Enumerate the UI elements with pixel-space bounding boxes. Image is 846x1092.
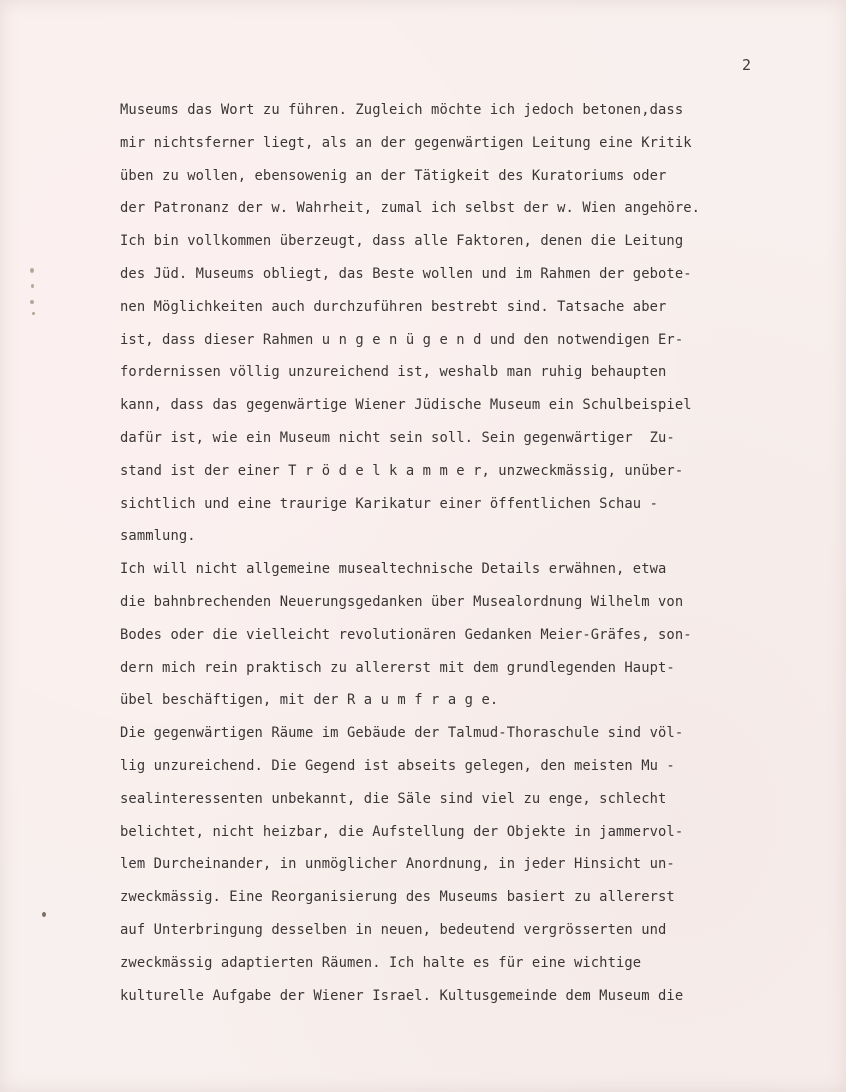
text-line: Ich will nicht allgemeine musealtechnische Details erwähnen, etwa (120, 561, 667, 578)
paper-stain (31, 284, 34, 288)
paper-stain (32, 312, 35, 315)
text-line: ist, dass dieser Rahmen u n g e n ü g e n d und den notwendigen Er- (120, 331, 684, 348)
page-number: 2 (742, 56, 752, 74)
text-line: des Jüd. Museums obliegt, das Beste wollen und im Rahmen der gebote- (120, 265, 692, 282)
text-line: auf Unterbringung desselben in neuen, bedeutend vergrösserten und (120, 921, 667, 938)
text-line: Museums das Wort zu führen. Zugleich möchte ich jedoch betonen,dass (120, 102, 684, 118)
typewritten-text (120, 94, 820, 1012)
text-line: Bodes oder die vielleicht revolutionären Gedanken Meier-Gräfes, son- (120, 626, 692, 643)
text-line: üben zu wollen, ebensowenig an der Tätigkeit des Kuratoriums oder (120, 167, 667, 184)
text-line: sichtlich und eine traurige Karikatur einer öffentlichen Schau - (120, 495, 659, 512)
paper-stain (30, 268, 34, 273)
text-line: lem Durcheinander, in unmöglicher Anordnung, in jeder Hinsicht un- (120, 856, 675, 873)
paper-stain (30, 300, 34, 304)
text-line: kulturelle Aufgabe der Wiener Israel. Kultusgemeinde dem Museum die (120, 987, 684, 1004)
text-line: der Patronanz der w. Wahrheit, zumal ich selbst der w. Wien angehöre. (120, 200, 701, 217)
text-line: dafür ist, wie ein Museum nicht sein soll. Sein gegenwärtiger Zu- (120, 429, 675, 446)
text-line: stand ist der einer T r ö d e l k a m m e r, unzweckmässig, unüber- (120, 462, 684, 479)
text-line: Ich bin vollkommen überzeugt, dass alle Faktoren, denen die Leitung (120, 233, 684, 250)
text-line: fordernissen völlig unzureichend ist, weshalb man ruhig behaupten (120, 364, 667, 381)
text-line: dern mich rein praktisch zu allererst mit dem grundlegenden Haupt- (120, 659, 675, 676)
text-line: sammlung. (120, 528, 196, 545)
text-line: Die gegenwärtigen Räume im Gebäude der Talmud-Thoraschule sind völ- (120, 725, 684, 742)
paper-stain (42, 912, 46, 917)
text-line: übel beschäftigen, mit der R a u m f r a g e. (120, 692, 499, 709)
text-line: lig unzureichend. Die Gegend ist abseits gelegen, den meisten Mu - (120, 757, 675, 774)
text-line: belichtet, nicht heizbar, die Aufstellung der Objekte in jammervol- (120, 823, 684, 840)
text-line: mir nichtsferner liegt, als an der gegenwärtigen Leitung eine Kritik (120, 134, 692, 151)
text-line: kann, dass das gegenwärtige Wiener Jüdische Museum ein Schulbeispiel (120, 397, 692, 414)
text-line: nen Möglichkeiten auch durchzuführen bestrebt sind. Tatsache aber (120, 298, 667, 315)
text-line: sealinteressenten unbekannt, die Säle sind viel zu enge, schlecht (120, 790, 667, 807)
text-line: die bahnbrechenden Neuerungsgedanken über Musealordnung Wilhelm von (120, 593, 684, 610)
text-line: zweckmässig adaptierten Räumen. Ich halte es für eine wichtige (120, 954, 642, 971)
text-line: zweckmässig. Eine Reorganisierung des Museums basiert zu allererst (120, 889, 675, 906)
